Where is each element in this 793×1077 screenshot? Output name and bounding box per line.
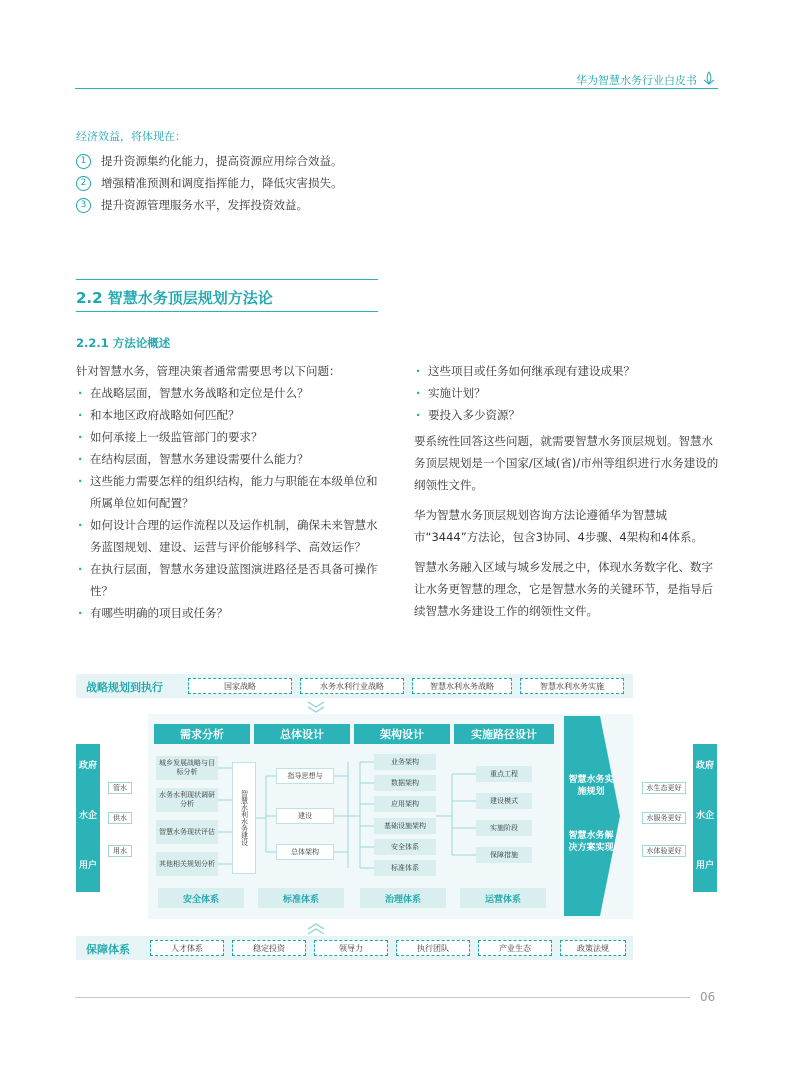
methodology-diagram bbox=[76, 674, 714, 962]
need-item: 城乡发展战略与目标分析 bbox=[156, 756, 218, 780]
arch-item: 安全体系 bbox=[374, 839, 436, 855]
list-item bbox=[76, 194, 343, 216]
system-block: 运营体系 bbox=[460, 888, 546, 908]
user-label: 用户 bbox=[695, 861, 714, 871]
left-column bbox=[76, 360, 381, 624]
impl-item: 重点工程 bbox=[476, 766, 532, 782]
right-column bbox=[414, 360, 719, 622]
impl-item: 建设模式 bbox=[476, 793, 532, 809]
body-paragraph: 要系统性回答这些问题，就需要智慧水务顶层规划。智慧水务顶层规划是一个国家/区域(省)/市州等组织进行水务建设的纲领性文件。 bbox=[414, 434, 719, 492]
section-rule-bottom bbox=[76, 311, 378, 312]
economic-list bbox=[76, 150, 343, 216]
arch-item: 业务架构 bbox=[374, 754, 436, 770]
support-item: 产业生态 bbox=[478, 940, 552, 956]
user-label: 政府 bbox=[695, 761, 714, 771]
list-item: · 要投入多少资源？ bbox=[414, 404, 719, 426]
list-item: · 在战略层面，智慧水务战略和定位是什么？ bbox=[76, 382, 381, 404]
list-item: · 这些项目或任务如何继承现有建设成果？ bbox=[414, 360, 719, 382]
impl-item: 实施阶段 bbox=[476, 820, 532, 836]
question-list bbox=[76, 382, 381, 624]
design-item: 总体架构 bbox=[276, 844, 334, 860]
user-label: 水企 bbox=[78, 811, 97, 821]
list-item: · 如何设计合理的运作流程以及运作机制，确保未来智慧水务蓝图规划、建设、运营与评价能够科学、高效运作？ bbox=[76, 514, 381, 558]
phase-header: 架构设计 bbox=[354, 724, 450, 744]
arch-item: 标准体系 bbox=[374, 860, 436, 876]
support-item: 政策法规 bbox=[560, 940, 626, 956]
result-text: 智慧水务实施规划 bbox=[568, 775, 614, 797]
support-item: 执行团队 bbox=[396, 940, 470, 956]
right-tag: 水体验更好 bbox=[642, 845, 686, 857]
section-title: 2.2 智慧水务顶层规划方法论 bbox=[76, 289, 273, 307]
connector-lines bbox=[76, 674, 633, 962]
arch-item: 应用架构 bbox=[374, 796, 436, 812]
result-arrow-icon bbox=[564, 716, 620, 916]
design-item: 建设 bbox=[276, 808, 334, 824]
strategy-item: 智慧水利水务战略 bbox=[412, 678, 512, 694]
strategy-item: 国家战略 bbox=[188, 678, 292, 694]
user-label: 用户 bbox=[78, 861, 97, 871]
question-list-continued bbox=[414, 360, 719, 426]
circled-number: 3 bbox=[76, 198, 91, 213]
list-item bbox=[76, 172, 343, 194]
arch-item: 基础设施架构 bbox=[374, 818, 436, 834]
list-item: · 有哪些明确的项目或任务？ bbox=[76, 602, 381, 624]
left-tag: 供水 bbox=[108, 812, 132, 824]
strategy-item: 水务水利行业战略 bbox=[300, 678, 404, 694]
page-number: 06 bbox=[700, 990, 716, 1004]
list-item-text: 提升资源管理服务水平，发挥投资效益。 bbox=[101, 198, 308, 212]
intro-paragraph: 针对智慧水务，管理决策者通常需要思考以下问题： bbox=[76, 364, 341, 378]
center-box: 智慧水利水务建设 bbox=[232, 762, 256, 874]
list-item: · 在结构层面，智慧水务建设需要什么能力？ bbox=[76, 448, 381, 470]
phase-header: 需求分析 bbox=[154, 724, 250, 744]
subsection-title: 2.2.1 方法论概述 bbox=[76, 336, 171, 350]
support-item: 人才体系 bbox=[150, 940, 224, 956]
support-item: 领导力 bbox=[314, 940, 388, 956]
support-bar bbox=[76, 936, 633, 960]
section-rule-top bbox=[76, 279, 378, 280]
left-tag: 用水 bbox=[108, 845, 132, 857]
right-user-panel bbox=[693, 744, 717, 892]
right-tag: 水服务更好 bbox=[642, 812, 686, 824]
need-item: 水务水利现状调研分析 bbox=[156, 788, 218, 812]
system-block: 安全体系 bbox=[158, 888, 244, 908]
result-text: 智慧水务解决方案实现 bbox=[568, 831, 614, 853]
need-item: 智慧水务现状评估 bbox=[156, 820, 218, 844]
strategy-label: 战略规划到执行 bbox=[86, 681, 163, 694]
arch-item: 数据架构 bbox=[374, 775, 436, 791]
impl-item: 保障措施 bbox=[476, 847, 532, 863]
list-item: · 这些能力需要怎样的组织结构，能力与职能在本级单位和所属单位如何配置？ bbox=[76, 470, 381, 514]
body-paragraph: 智慧水务融入区域与城乡发展之中，体现水务数字化、数字让水务更智慧的理念，它是智慧水务的关键环节，是指导后续智慧水务建设工作的纲领性文件。 bbox=[414, 560, 713, 618]
list-item bbox=[76, 150, 343, 172]
header-rule bbox=[75, 88, 718, 89]
running-header-title: 华为智慧水务行业白皮书 bbox=[576, 74, 697, 87]
phase-header: 总体设计 bbox=[254, 724, 350, 744]
support-label: 保障体系 bbox=[86, 943, 130, 956]
circled-number: 2 bbox=[76, 176, 91, 191]
left-tag: 管水 bbox=[108, 782, 132, 794]
user-label: 水企 bbox=[695, 811, 714, 821]
up-chevron-icon bbox=[306, 922, 326, 936]
user-label: 政府 bbox=[78, 761, 97, 771]
body-paragraph: 华为智慧水务顶层规划咨询方法论遵循华为智慧城市“3444”方法论，包含3协同、4步骤、4架构和4体系。 bbox=[414, 508, 703, 544]
list-item: · 在执行层面，智慧水务建设蓝图演进路径是否具备可操作性？ bbox=[76, 558, 381, 602]
need-item: 其他相关规划分析 bbox=[156, 852, 218, 876]
list-item: · 实施计划？ bbox=[414, 382, 719, 404]
economic-heading: 经济效益，将体现在： bbox=[76, 130, 186, 143]
design-item: 指导思想与 bbox=[276, 768, 334, 784]
list-item-text: 提升资源集约化能力，提高资源应用综合效益。 bbox=[101, 154, 343, 168]
list-item-text: 增强精准预测和调度指挥能力，降低灾害损失。 bbox=[101, 176, 343, 190]
circled-number: 1 bbox=[76, 154, 91, 169]
right-tag: 水生态更好 bbox=[642, 782, 686, 794]
list-item: · 如何承接上一级监管部门的要求？ bbox=[76, 426, 381, 448]
footer-rule bbox=[75, 997, 690, 998]
system-block: 治理体系 bbox=[360, 888, 446, 908]
phase-header: 实施路径设计 bbox=[454, 724, 554, 744]
system-block: 标准体系 bbox=[258, 888, 344, 908]
list-item: · 和本地区政府战略如何匹配？ bbox=[76, 404, 381, 426]
huawei-logo-icon bbox=[701, 70, 717, 86]
support-item: 稳定投资 bbox=[232, 940, 306, 956]
strategy-item: 智慧水利水务实施 bbox=[520, 678, 624, 694]
